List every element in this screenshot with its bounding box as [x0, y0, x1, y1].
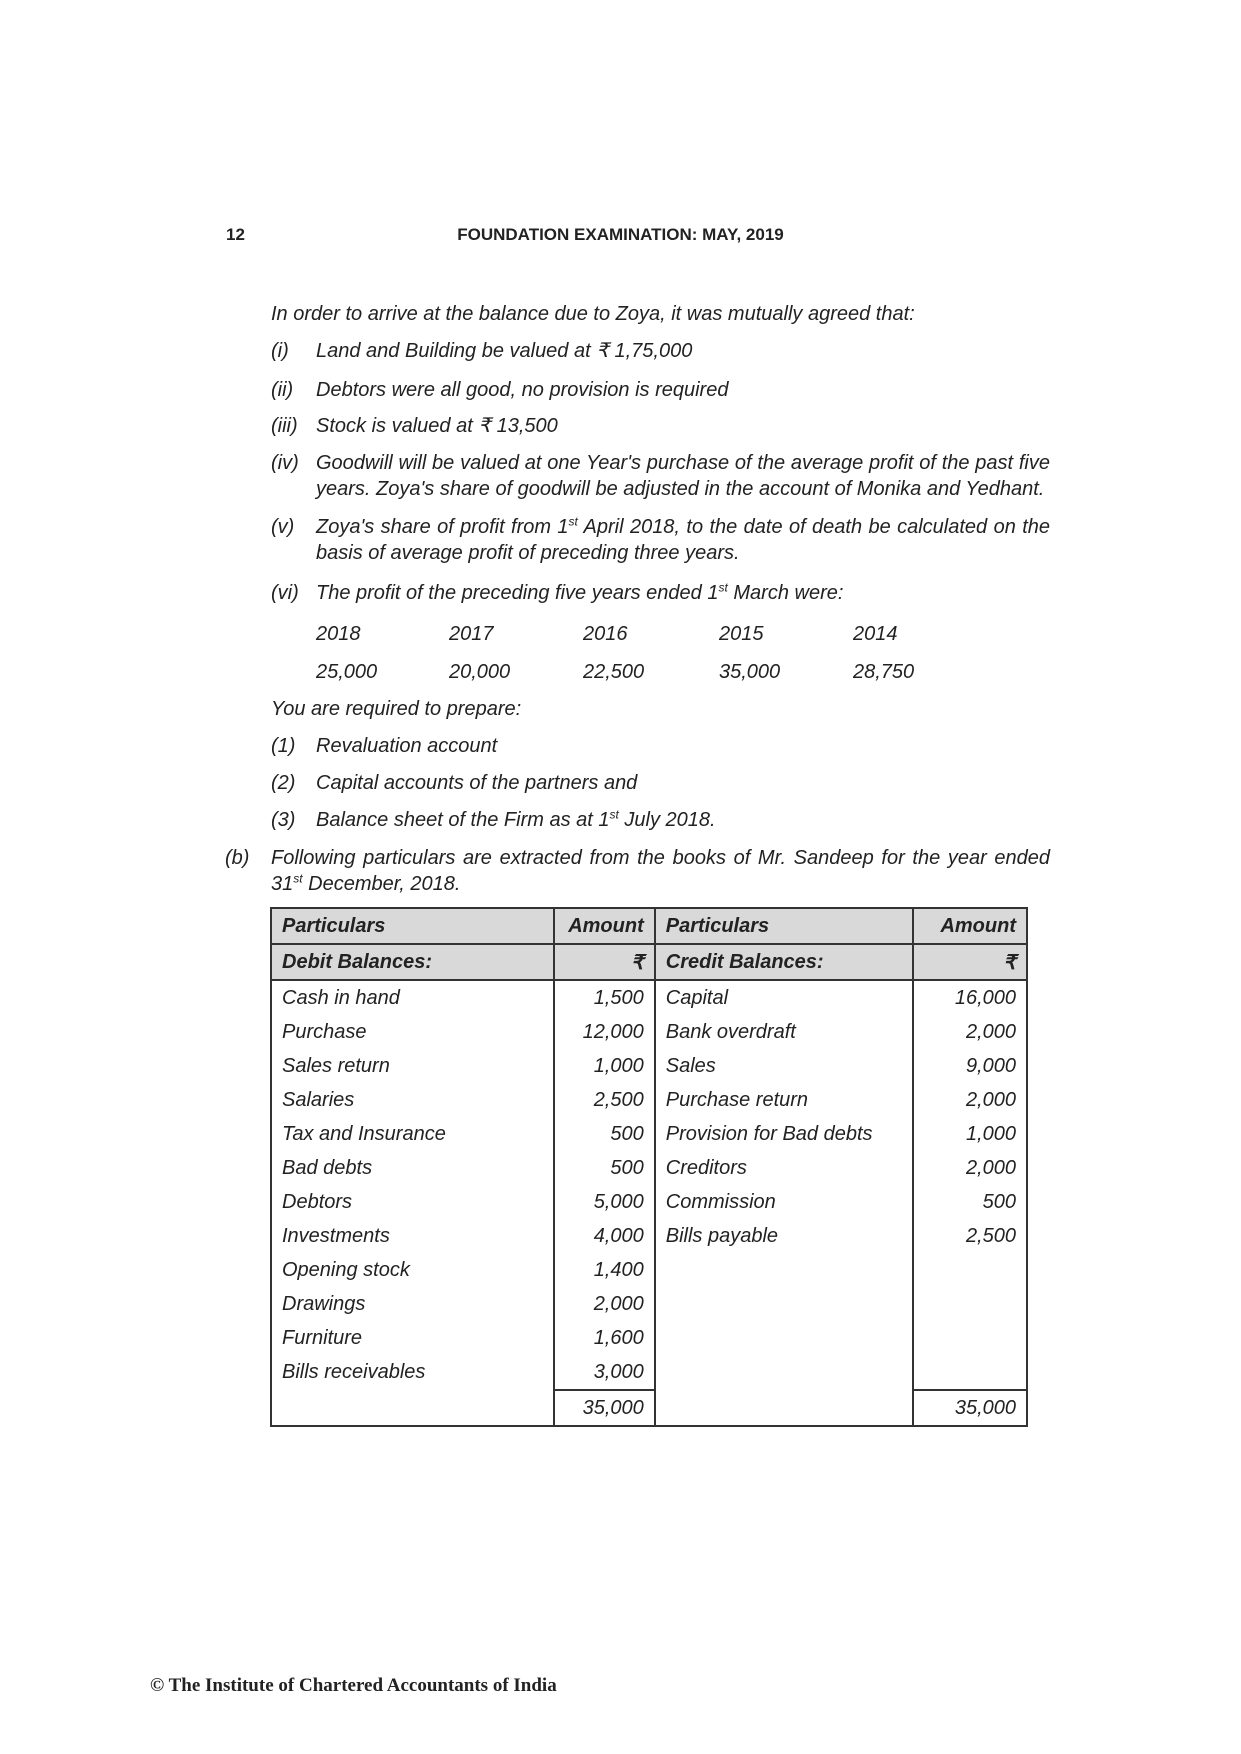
- total-cell: [271, 1390, 554, 1426]
- required-label: (1): [271, 735, 296, 757]
- required-label: (2): [271, 772, 296, 794]
- table-cell: Commission: [655, 1185, 913, 1219]
- table-cell: 500: [554, 1151, 655, 1185]
- subheader-cell: Credit Balances:: [655, 944, 913, 980]
- intro-text: In order to arrive at the balance due to Zoya, it was mutually agreed that:: [271, 303, 915, 325]
- total-cell: [655, 1390, 913, 1426]
- condition-text: Stock is valued at ₹ 13,500: [316, 415, 558, 437]
- table-cell: Furniture: [271, 1321, 554, 1355]
- condition-text: Debtors were all good, no provision is required: [316, 379, 729, 401]
- table-cell: Opening stock: [271, 1253, 554, 1287]
- table-row: [271, 1253, 1027, 1287]
- required-text: Balance sheet of the Firm as at 1st July 2018.: [316, 807, 716, 831]
- required-label: (3): [271, 809, 296, 831]
- condition-label: (iii): [271, 415, 298, 437]
- table-row: [271, 1321, 1027, 1355]
- table-cell: [655, 1321, 913, 1355]
- table-cell: Bills receivables: [271, 1355, 554, 1390]
- condition-label: (vi): [271, 582, 299, 604]
- table-cell: Creditors: [655, 1151, 913, 1185]
- table-cell: 2,500: [913, 1219, 1027, 1253]
- table-cell: [913, 1321, 1027, 1355]
- table-cell: Tax and Insurance: [271, 1117, 554, 1151]
- table-cell: 1,000: [913, 1117, 1027, 1151]
- condition-label: (i): [271, 340, 289, 362]
- table-row: [271, 1083, 1027, 1117]
- table-cell: 2,000: [913, 1151, 1027, 1185]
- profit-amount: 25,000: [316, 661, 378, 683]
- table-cell: 1,400: [554, 1253, 655, 1287]
- page-header-title: FOUNDATION EXAMINATION: MAY, 2019: [457, 225, 784, 244]
- table-cell: [655, 1355, 913, 1390]
- table-cell: Provision for Bad debts: [655, 1117, 913, 1151]
- condition-label: (v): [271, 516, 295, 538]
- table-header-row: [271, 908, 1027, 944]
- table-cell: 2,500: [554, 1083, 655, 1117]
- table-cell: Capital: [655, 980, 913, 1015]
- table-total-row: [271, 1390, 1027, 1426]
- table-cell: 2,000: [554, 1287, 655, 1321]
- page-number: 12: [226, 225, 245, 244]
- table-row: [271, 1219, 1027, 1253]
- required-text: Capital accounts of the partners and: [316, 772, 638, 794]
- table-cell: [913, 1355, 1027, 1390]
- table-cell: 500: [554, 1117, 655, 1151]
- table-cell: [655, 1287, 913, 1321]
- table-row: [271, 1151, 1027, 1185]
- table-row: [271, 980, 1027, 1015]
- table-cell: Purchase: [271, 1015, 554, 1049]
- required-intro: You are required to prepare:: [271, 698, 522, 720]
- table-row: [271, 1185, 1027, 1219]
- table-cell: [655, 1253, 913, 1287]
- header-cell: Particulars: [655, 908, 913, 944]
- table-row: [271, 1049, 1027, 1083]
- table-cell: Drawings: [271, 1287, 554, 1321]
- table-row: [271, 1117, 1027, 1151]
- table-cell: Salaries: [271, 1083, 554, 1117]
- table-cell: Bad debts: [271, 1151, 554, 1185]
- table-cell: Debtors: [271, 1185, 554, 1219]
- table-cell: Investments: [271, 1219, 554, 1253]
- profit-year: 2015: [719, 623, 764, 645]
- part-b-text: Following particulars are extracted from the books of Mr. Sandeep for the year ended 31st December, 2018.: [271, 847, 1050, 895]
- condition-label: (iv): [271, 452, 299, 474]
- table-row: [271, 1287, 1027, 1321]
- table-cell: 9,000: [913, 1049, 1027, 1083]
- total-cell: 35,000: [913, 1390, 1027, 1426]
- subheader-cell: Debit Balances:: [271, 944, 554, 980]
- table-cell: 1,600: [554, 1321, 655, 1355]
- table-cell: Bills payable: [655, 1219, 913, 1253]
- table-cell: 3,000: [554, 1355, 655, 1390]
- table-cell: 500: [913, 1185, 1027, 1219]
- profit-year: 2018: [316, 623, 361, 645]
- table-cell: Sales return: [271, 1049, 554, 1083]
- table-row: [271, 1355, 1027, 1390]
- trial-balance-table: [270, 907, 1028, 1427]
- table-cell: 16,000: [913, 980, 1027, 1015]
- table-cell: [913, 1253, 1027, 1287]
- footer-copyright: © The Institute of Chartered Accountants of India: [150, 1675, 557, 1696]
- table-cell: 1,000: [554, 1049, 655, 1083]
- header-cell: Amount: [554, 908, 655, 944]
- profit-year: 2016: [583, 623, 628, 645]
- table-cell: 2,000: [913, 1083, 1027, 1117]
- profit-amount: 28,750: [853, 661, 915, 683]
- part-b-label: (b): [225, 847, 250, 869]
- profit-amount: 35,000: [719, 661, 781, 683]
- subheader-cell: ₹: [554, 944, 655, 980]
- required-text: Revaluation account: [316, 735, 498, 757]
- condition-text: Goodwill will be valued at one Year's purchase of the average profit of the past five years. Zoya's share of goodwill be adjusted in the account of Monika and Yedhant.: [316, 452, 1050, 500]
- table-cell: Bank overdraft: [655, 1015, 913, 1049]
- condition-text: Zoya's share of profit from 1st April 2018, to the date of death be calculated on the basis of average profit of preceding three years.: [316, 514, 1051, 564]
- table-cell: [913, 1287, 1027, 1321]
- profit-year: 2014: [853, 623, 898, 645]
- table-cell: 1,500: [554, 980, 655, 1015]
- table-cell: Cash in hand: [271, 980, 554, 1015]
- table-subheader-row: [271, 944, 1027, 980]
- condition-text: Land and Building be valued at ₹ 1,75,000: [316, 340, 693, 362]
- table-cell: 4,000: [554, 1219, 655, 1253]
- total-cell: 35,000: [554, 1390, 655, 1426]
- profit-amount: 22,500: [583, 661, 645, 683]
- condition-text: The profit of the preceding five years ended 1st March were:: [316, 580, 844, 604]
- profit-year: 2017: [449, 623, 494, 645]
- table-row: [271, 1015, 1027, 1049]
- table-cell: Sales: [655, 1049, 913, 1083]
- header-cell: Particulars: [271, 908, 554, 944]
- header-cell: Amount: [913, 908, 1027, 944]
- profit-amount: 20,000: [449, 661, 511, 683]
- table-cell: 12,000: [554, 1015, 655, 1049]
- table-cell: 2,000: [913, 1015, 1027, 1049]
- table-cell: Purchase return: [655, 1083, 913, 1117]
- table-cell: 5,000: [554, 1185, 655, 1219]
- subheader-cell: ₹: [913, 944, 1027, 980]
- condition-label: (ii): [271, 379, 294, 401]
